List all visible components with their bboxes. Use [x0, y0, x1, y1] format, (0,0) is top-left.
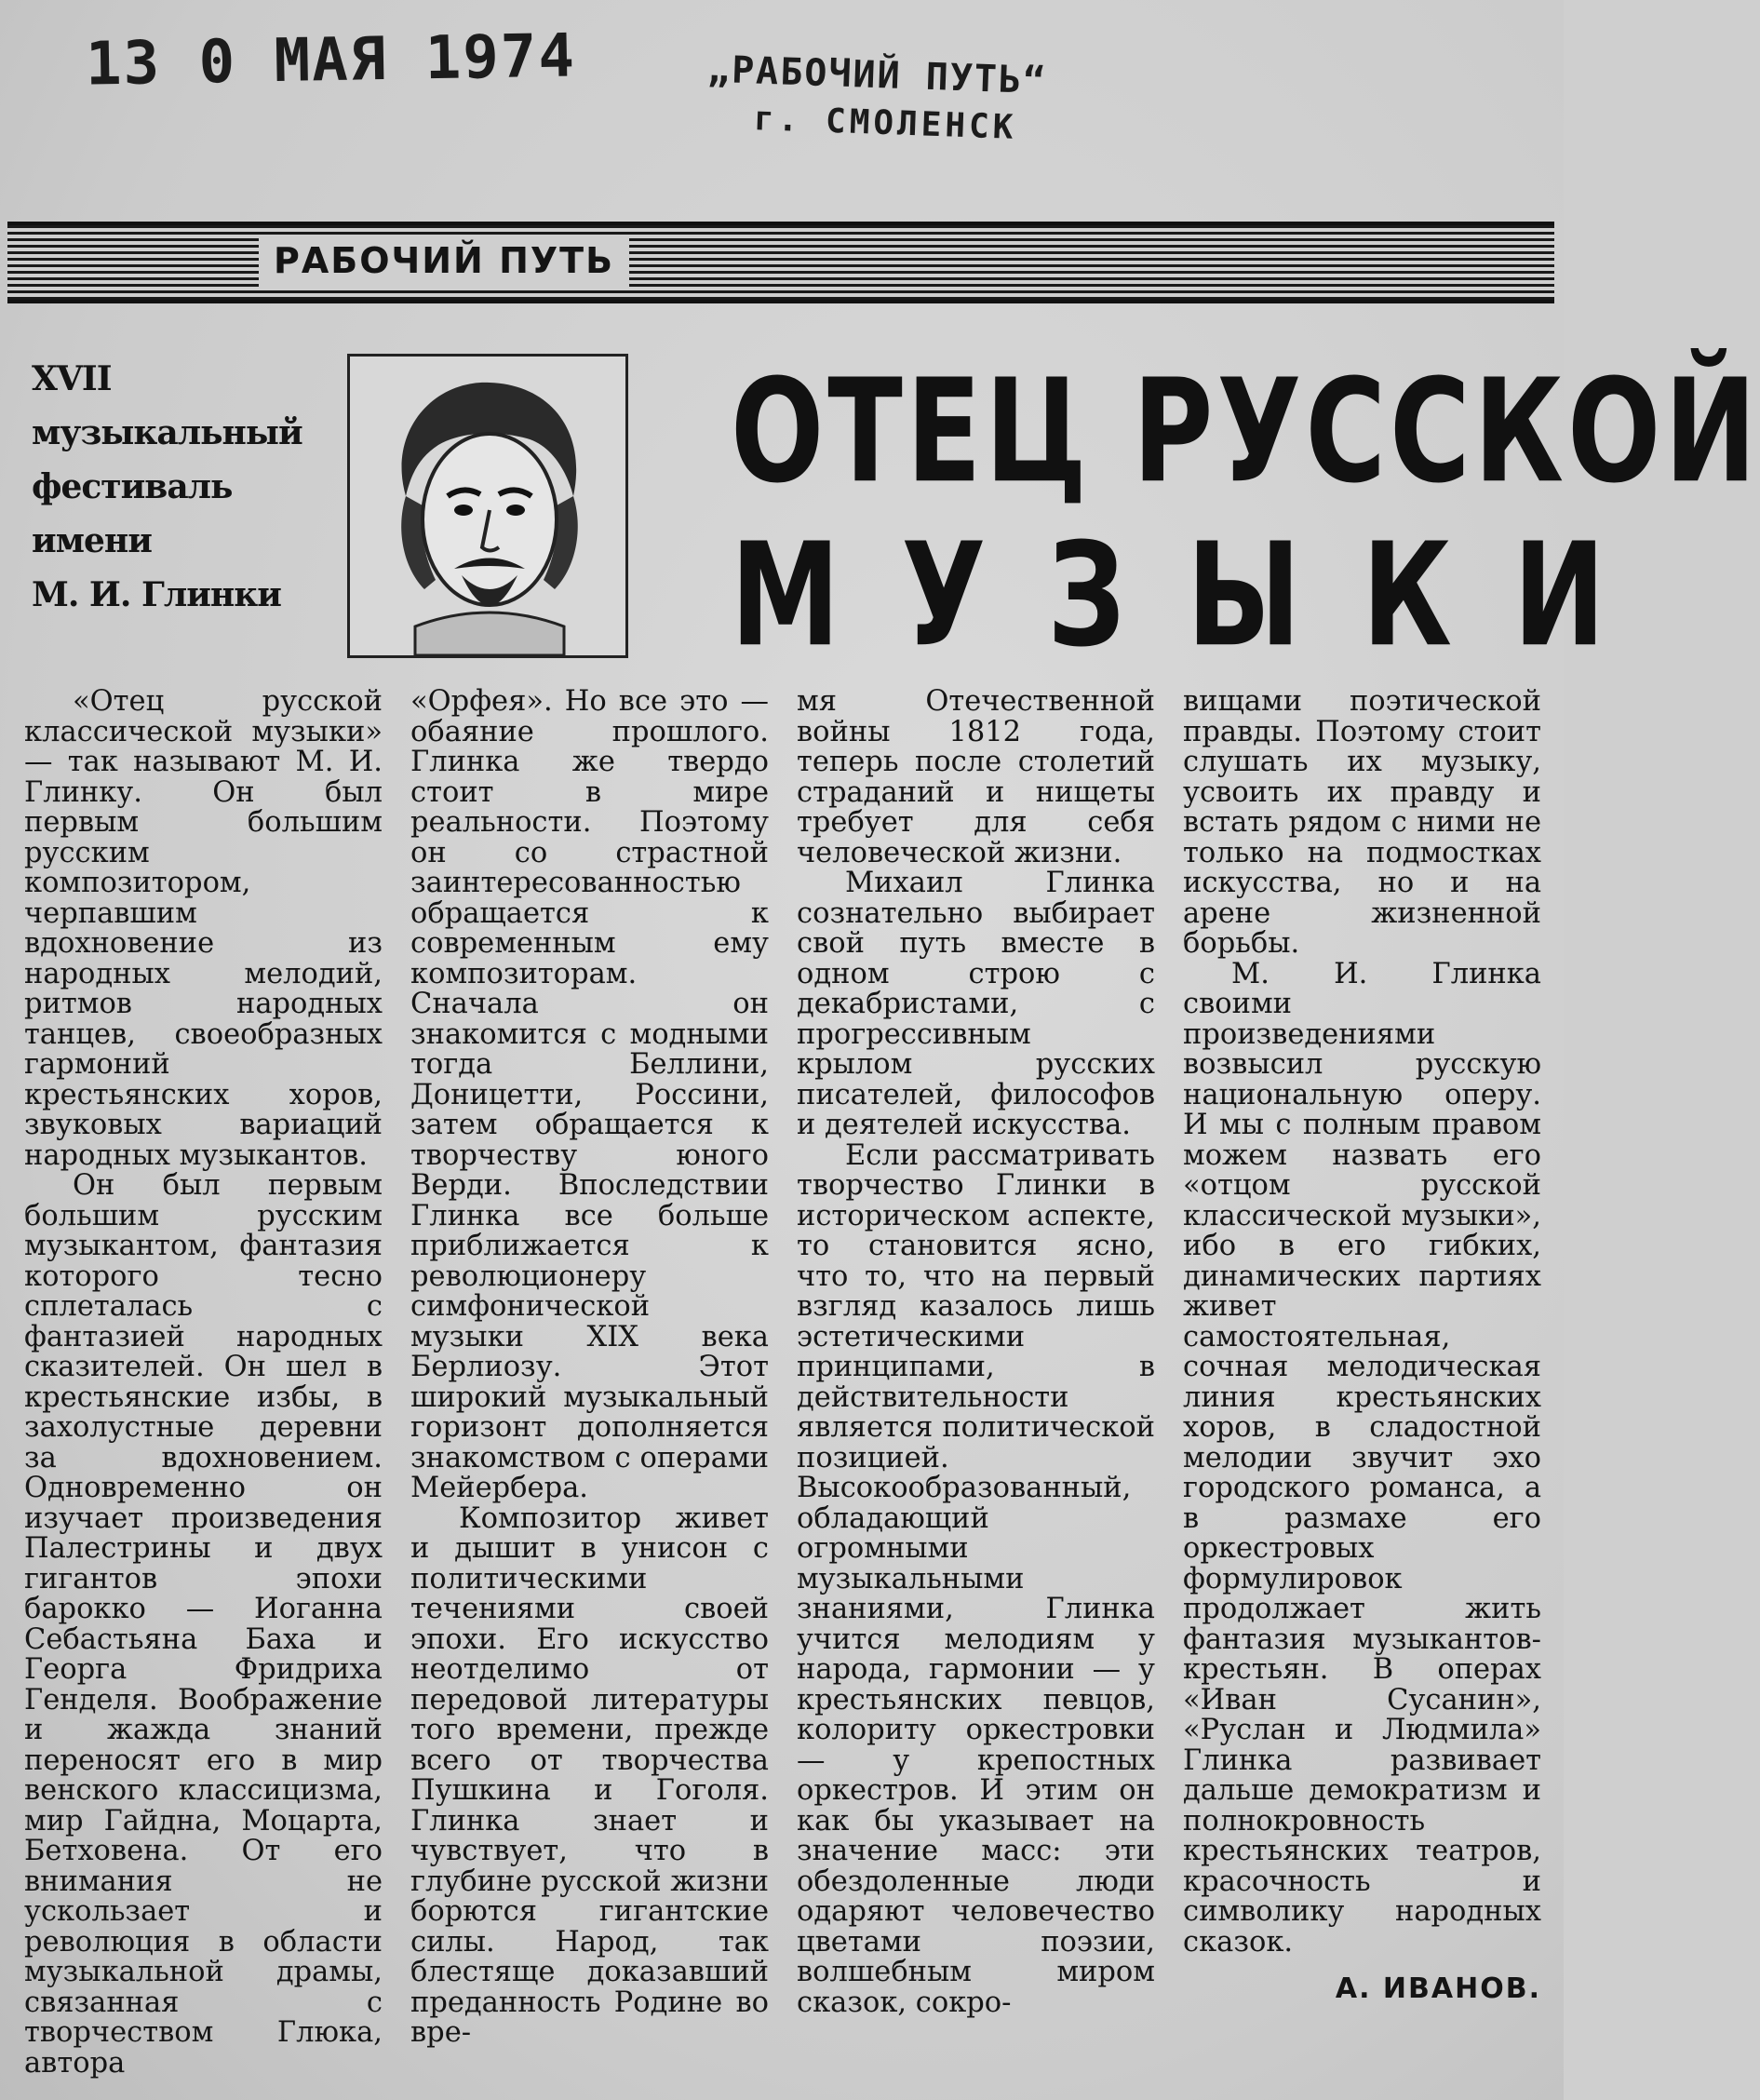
- article-column-4: [1183, 687, 1541, 2065]
- festival-caption: [32, 352, 320, 622]
- paragraph: «Орфея». Но все это — обаяние прошлого. Глинка же твердо стоит в мире реальности. Поэтому он со страстной заинтересованностью обращается к современным ему композиторам. Сначала он знакомится с модными тогда Беллини, Доницетти, Россини, затем обращается к творчеству юного Верди. Впоследствии Глинка все больше приближается к революционеру симфонической музыки XIX века Берлиозу. Этот широкий музыкальный горизонт дополняется знакомством с операми Мейербера.: [410, 685, 769, 1504]
- festival-line: музыкальный: [32, 413, 302, 452]
- article-column-2: [410, 687, 769, 2065]
- portrait-icon: [347, 354, 628, 658]
- article-column-1: [24, 685, 383, 2080]
- paragraph: мя Отечественной войны 1812 года, теперь после столетий страданий и нищеты требует для себя человеческой жизни.: [797, 685, 1155, 869]
- glinka-portrait-icon: [350, 357, 625, 655]
- headline-line-2: МУЗЫКИ: [731, 511, 1667, 679]
- date-stamp: 13 0 МАЯ 1974: [85, 21, 577, 100]
- headline: [731, 346, 1760, 679]
- author-signature: А. ИВАНОВ.: [1335, 1972, 1541, 2005]
- paragraph: Он был первым большим русским музыкантом, фантазия которого тесно сплеталась с фантазией народных сказителей. Он шел в крестьянские избы, в захолустные деревни за вдохновением. Одновременно он изучает произведения Палестрины и двух гигантов эпохи барокко — Иоганна Себастьяна Баха и Георга Фридриха Генделя. Воображение и жажда знаний переносят его в мир венского классицизма, мир Гайдна, Моцарта, Бетховена. От его внимания не ускользает и революция в области музыкальной драмы, связанная с творчеством Глюка, автора: [24, 1169, 383, 2080]
- masthead-title: РАБОЧИЙ ПУТЬ: [259, 235, 629, 287]
- article-column-3: [797, 687, 1155, 2065]
- paragraph: Михаил Глинка сознательно выбирает свой путь вместе в одном строю с декабристами, с прогрессивным крылом русских писателей, философов и деятелей искусства.: [797, 867, 1155, 1141]
- paragraph: Композитор живет и дышит в унисон с политическими течениями своей эпохи. Его искусство неотделимо от передовой литературы того времени, прежде всего от творчества Пушкина и Гоголя. Глинка знает и чувствует, что в глубине русской жизни борются гигантские силы. Народ, так блестяще доказавший преданность Родине во вре-: [410, 1501, 769, 2049]
- festival-line: фестиваль: [32, 467, 233, 506]
- masthead: [7, 222, 1554, 303]
- paragraph: «Отец русской классической музыки» — так называют М. И. Глинку. Он был первым большим русским композитором, черпавшим вдохновение из народных мелодий, ритмов народных танцев, своеобразных гармоний крестьянских хоров, звуковых вариаций народных музыкантов.: [24, 685, 383, 1172]
- paragraph: вищами поэтической правды. Поэтому стоит слушать их музыку, усвоить их правду и встать рядом с ними не только на подмостках искусства, но и на арене жизненной борьбы.: [1183, 685, 1541, 960]
- newspaper-stamp: „РАБОЧИЙ ПУТЬ“: [706, 47, 1048, 103]
- paragraph: Если рассматривать творчество Глинки в историческом аспекте, то становится ясно, что то, что на первый взгляд казалось лишь эстетическими принципами, в действительности является политической позицией. Высокообразованный, обладающий огромными музыкальными знаниями, Глинка учится мелодиям у народа, гармонии — у крестьянских певцов, колориту оркестровки — у крепостных оркестров. И этим он как бы указывает на значение масс: эти обездоленные люди одаряют человечество цветами поэзии, волшебным миром сказок, сокро-: [797, 1138, 1155, 2019]
- paragraph: М. И. Глинка своими произведениями возвысил русскую национальную оперу. И мы с полным правом можем назвать его «отцом русской классической музыки», ибо в его гибких, динамических партиях живет самостоятельная, сочная мелодическая линия крестьянских хоров, в сладостной мелодии звучит эхо городского романса, а в размахе его оркестровых формулировок продолжает жить фантазия музыкантов-крестьян. В операх «Иван Сусанин», «Руслан и Людмила» Глинка развивает дальше демократизм и полнокровность крестьянских театров, красочность и символику народных сказок.: [1183, 957, 1541, 1959]
- headline-line-1: ОТЕЦ РУССКОЙ: [731, 347, 1760, 515]
- festival-line: М. И. Глинки: [32, 575, 281, 614]
- article-body: [24, 685, 1541, 2080]
- festival-line: имени: [32, 521, 152, 560]
- city-stamp: г. СМОЛЕНСК: [753, 100, 1018, 147]
- festival-line: XVII: [32, 359, 112, 398]
